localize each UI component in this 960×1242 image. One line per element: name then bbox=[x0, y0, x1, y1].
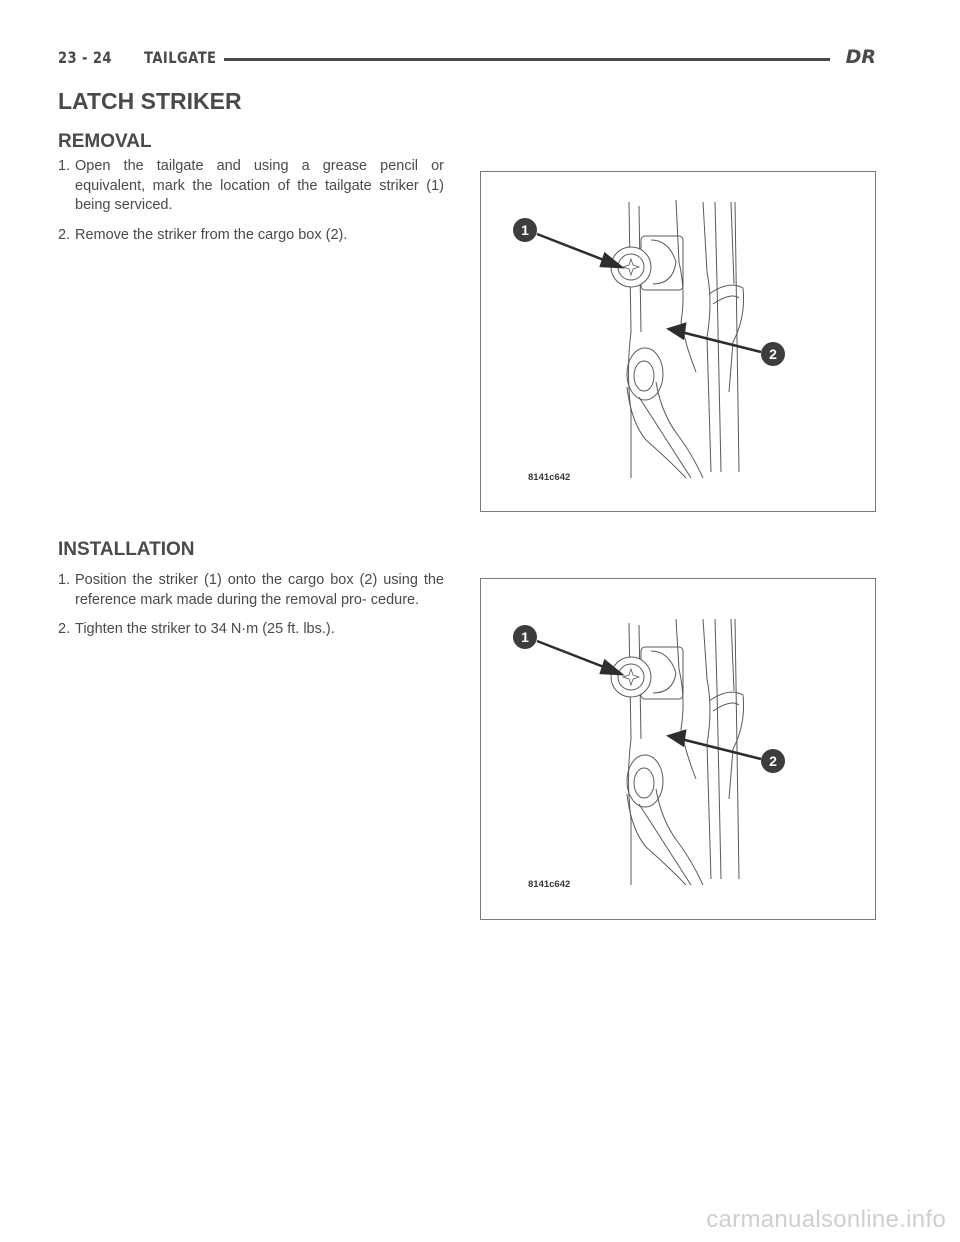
figure-code: 8141c642 bbox=[528, 472, 571, 483]
step-number: 1. bbox=[58, 572, 71, 588]
section-name: TAILGATE bbox=[144, 48, 217, 67]
step-text: Remove the striker from the cargo box (2). bbox=[75, 226, 348, 243]
step-text: Open the tailgate and using a grease pencil or equivalent, mark the location of the tailgate striker (1) being serviced. bbox=[75, 158, 444, 213]
removal-step-1 bbox=[58, 157, 444, 216]
callout-2: 2 bbox=[761, 342, 785, 366]
page-number: 23 - 24 bbox=[58, 48, 112, 67]
installation-figure bbox=[480, 578, 876, 920]
removal-step-2 bbox=[58, 226, 444, 246]
removal-heading: REMOVAL bbox=[58, 131, 152, 152]
striker-illustration bbox=[481, 579, 875, 918]
callout-1: 1 bbox=[513, 625, 537, 649]
removal-steps bbox=[58, 157, 444, 255]
installation-step-1 bbox=[58, 571, 444, 610]
model-code: DR bbox=[845, 46, 876, 68]
callout-2: 2 bbox=[761, 749, 785, 773]
step-text: Tighten the striker to 34 N·m (25 ft. lbs.). bbox=[75, 621, 335, 637]
header-rule bbox=[224, 58, 830, 61]
step-text: Position the striker (1) onto the cargo box (2) using the reference mark made during the removal pro- cedure. bbox=[75, 572, 444, 608]
installation-heading: INSTALLATION bbox=[58, 539, 195, 560]
callout-1: 1 bbox=[513, 218, 537, 242]
watermark-link[interactable]: carmanualsonline.info bbox=[706, 1206, 946, 1233]
installation-step-2 bbox=[58, 620, 444, 640]
figure-code: 8141c642 bbox=[528, 879, 571, 890]
removal-figure bbox=[480, 171, 876, 512]
installation-steps bbox=[58, 571, 444, 650]
step-number: 1. bbox=[58, 158, 71, 174]
page-header bbox=[58, 44, 876, 74]
striker-illustration bbox=[481, 172, 875, 511]
step-number: 2. bbox=[58, 226, 71, 243]
step-number: 2. bbox=[58, 621, 71, 637]
page-title: LATCH STRIKER bbox=[58, 88, 242, 114]
